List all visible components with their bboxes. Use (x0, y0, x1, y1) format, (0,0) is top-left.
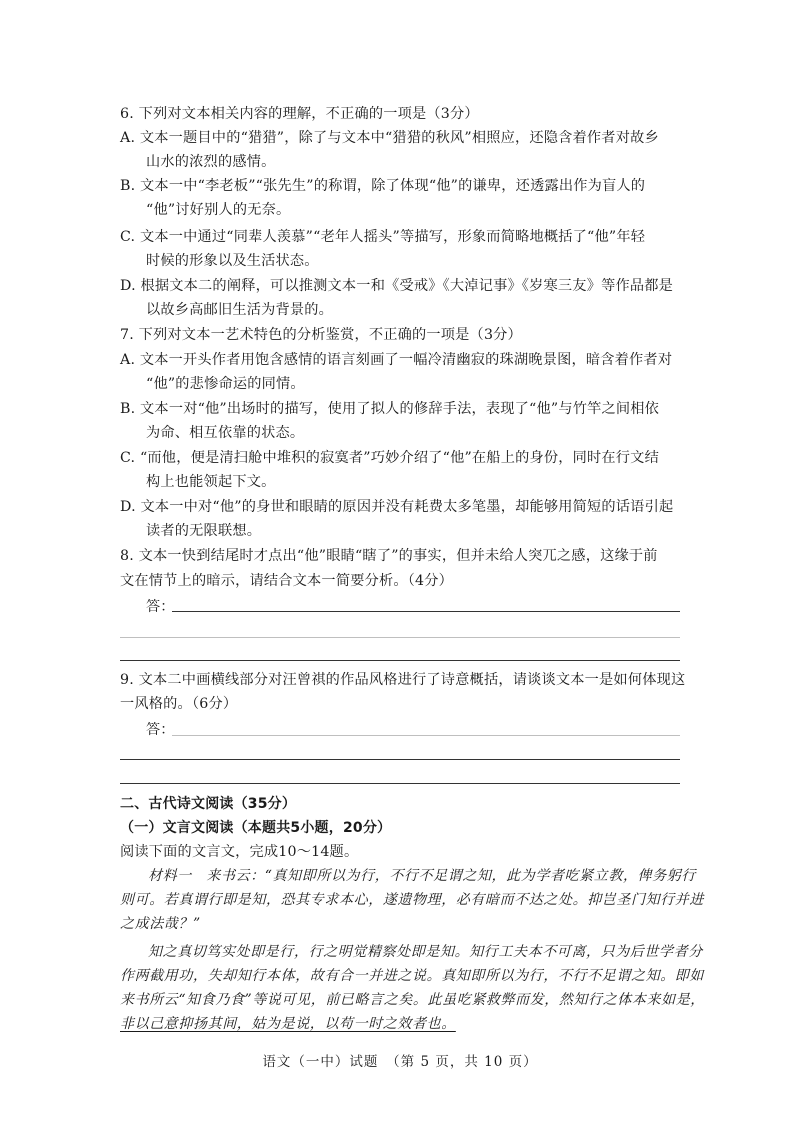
q7-option-a: A. 文本一开头作者用饱含感情的语言刻画了一幅冷清幽寂的珠湖晚景图，暗含着作者对 (120, 352, 673, 368)
q7-option-d: D. 文本一中对“他”的身世和眼睛的原因并没有耗费太多笔墨，却能够用简短的话语引起 (120, 499, 674, 515)
q9-answer-line-3[interactable] (120, 783, 680, 784)
q6-option-d-cont: 以故乡高邮旧生活为背景的。 (146, 302, 334, 318)
q6-option-c-cont: 时候的形象以及生活状态。 (146, 253, 319, 269)
material1-para-line4 (120, 1014, 680, 1034)
q8-answer-label: 答： (146, 599, 175, 615)
q6-option-a-cont: 山水的浓烈的感情。 (146, 154, 276, 170)
q6-stem: 6. 下列对文本相关内容的理解，不正确的一项是（3分） (120, 106, 479, 122)
q8-answer-line-2[interactable] (120, 637, 680, 638)
page-footer: 语文（一中）试题 （第 5 页，共 10 页） (262, 1054, 538, 1070)
q9-answer-line-1[interactable] (172, 735, 680, 736)
q6-option-b-cont: “他”讨好别人的无奈。 (146, 202, 291, 218)
q8-stem-line1: 8. 文本一快到结尾时才点出“他”眼睛“瞎了”的事实，但并未给人突兀之感，这缘于前 (120, 548, 658, 564)
q6-option-a: A. 文本一题目中的“猎猎”，除了与文本中“猎猎的秋风”相照应，还隐含着作者对故乡 (120, 130, 659, 146)
q7-option-b: B. 文本一对“他”出场时的描写，使用了拟人的修辞手法，表现了“他”与竹竿之间相依 (120, 401, 660, 417)
material1-para-line3: 来书所云“知食乃食”等说可见，前已略言之矣。此虽吃紧救弊而发，然知行之体本来如是， (120, 992, 705, 1008)
q6-option-b: B. 文本一中“李老板”“张先生”的称谓，除了体现“他”的谦卑，还透露出作为盲人的 (120, 178, 646, 194)
section-title: 二、古代诗文阅读（35分） (120, 796, 297, 812)
q7-option-c: C. “而他，便是清扫舱中堆积的寂寞者”巧妙介绍了“他”在船上的身份，同时在行文结 (120, 450, 659, 466)
q7-option-d-cont: 读者的无限联想。 (146, 523, 262, 539)
underlined-sentence: 非以己意抑扬其间，姑为是说，以苟一时之效者也。 (120, 1016, 456, 1032)
q8-answer-line-3[interactable] (120, 660, 680, 661)
q9-answer-line-2[interactable] (120, 759, 680, 760)
material1-line3: 之成法哉？” (120, 916, 201, 932)
material1-line2: 则可。若真谓行即是知，恐其专求本心，遂遗物理，必有暗而不达之处。抑岂圣门知行并进 (120, 892, 704, 908)
q9-stem-line2: 一风格的。（6分） (120, 696, 238, 712)
q9-answer-label: 答： (146, 722, 175, 738)
material1-para-line1: 知之真切笃实处即是行，行之明觉精察处即是知。知行工夫本不可离，只为后世学者分 (148, 944, 703, 960)
q7-option-b-cont: 为命、相互依靠的状态。 (146, 425, 305, 441)
subsection-title: （一）文言文阅读（本题共5小题，20分） (120, 820, 392, 836)
q6-option-d: D. 根据文本二的阐释，可以推测文本一和《受戒》《大淖记事》《岁寒三友》等作品都是 (120, 278, 674, 294)
q6-option-c: C. 文本一中通过“同辈人羡慕”“老年人摇头”等描写，形象而简略地概括了“他”年轻 (120, 229, 646, 245)
material1-para-line2: 作两截用功，失却知行本体，故有合一并进之说。真知即所以为行，不行不足谓之知。即如 (120, 968, 704, 984)
q9-stem-line1: 9. 文本二中画横线部分对汪曾祺的作品风格进行了诗意概括，请谈谈文本一是如何体现这 (120, 672, 686, 688)
q8-stem-line2: 文在情节上的暗示，请结合文本一简要分析。（4分） (120, 573, 454, 589)
q8-answer-line-1[interactable] (172, 611, 680, 612)
instructions: 阅读下面的文言文，完成10～14题。 (120, 844, 359, 860)
q7-stem: 7. 下列对文本一艺术特色的分析鉴赏，不正确的一项是（3分） (120, 327, 522, 343)
q7-option-c-cont: 构上也能领起下文。 (146, 474, 276, 490)
material1-line1: 材料一 来书云：“真知即所以为行，不行不足谓之知，此为学者吃紧立教，俾务躬行 (148, 868, 696, 884)
q7-option-a-cont: “他”的悲惨命运的同情。 (146, 376, 305, 392)
